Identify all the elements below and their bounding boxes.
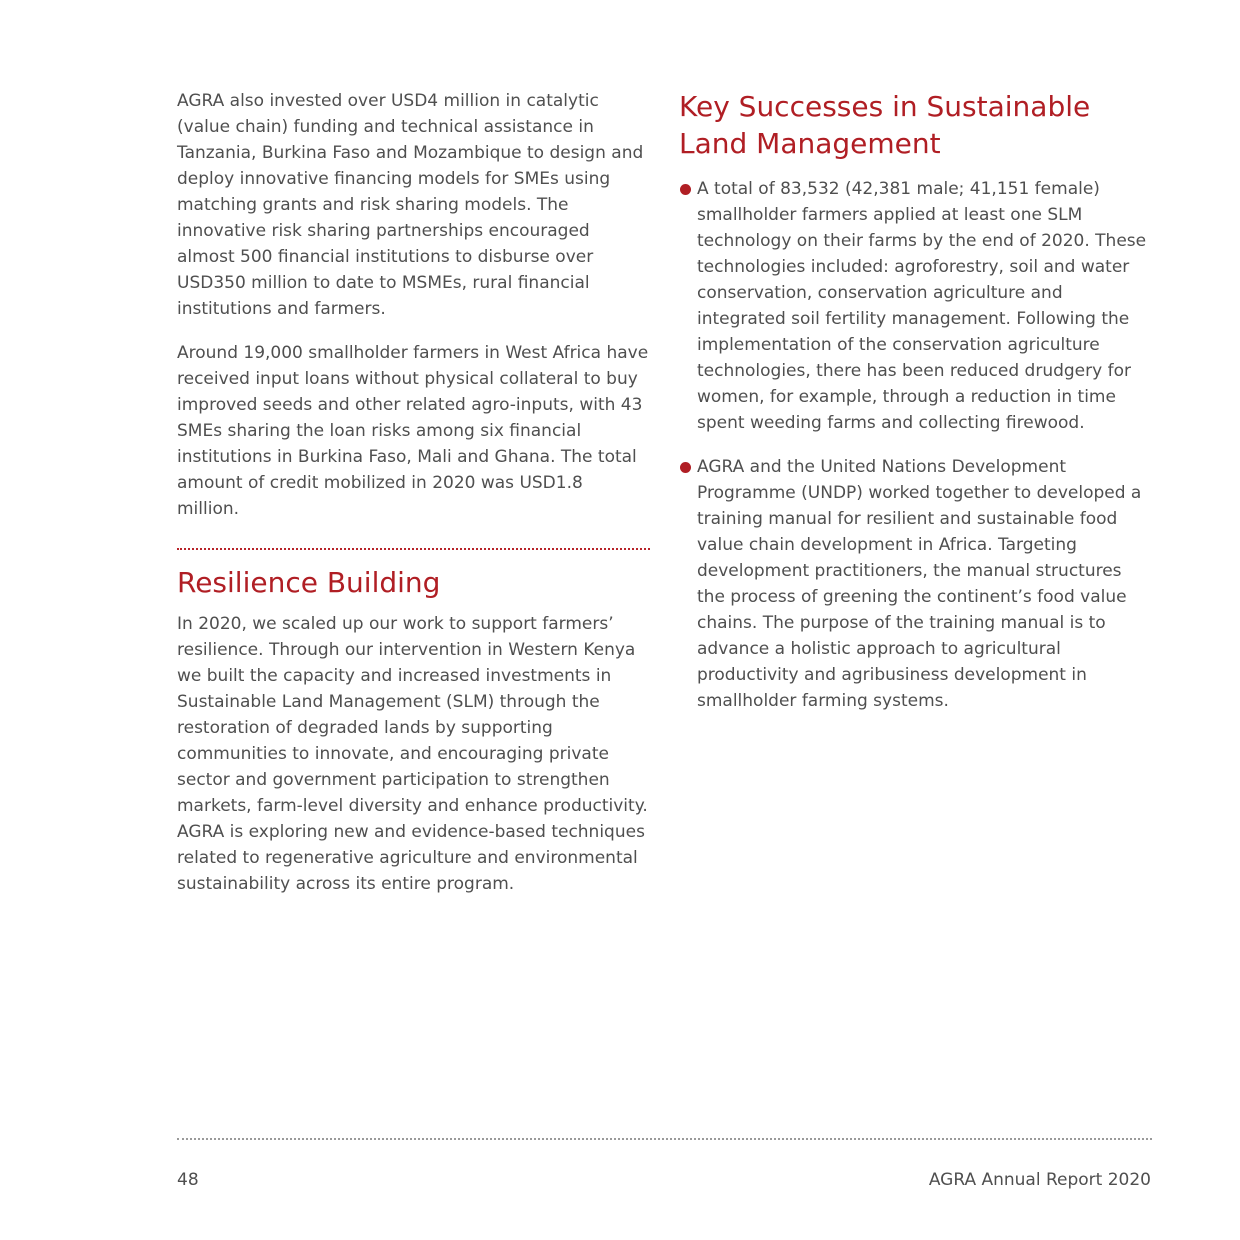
catalytic-funding-paragraph: AGRA also invested over USD4 million in catalytic (value chain) funding and technical assistance in Tanzania, Burkina Faso and Mozambique to design and deploy innovative financing models for SMEs using matching grants and risk sharing models. The innovative risk sharing partnerships encouraged almost 500 financial institutions to disburse over USD350 million to date to MSMEs, rural financial institutions and farmers.: [177, 91, 644, 319]
list-item-text: A total of 83,532 (42,381 male; 41,151 female) smallholder farmers applied at least one SLM technology on their farms by the end of 2020. These technologies included: agroforestry, soil and water conservation, conservation agriculture and integrated soil fertility management. Following the implementation of the conservation agriculture technologies, there has been reduced drudgery for women, for example, through a reduction in time spent weeding farms and collecting firewood.: [697, 179, 1147, 433]
list-item: [679, 176, 1151, 436]
page-number: 48: [177, 1170, 199, 1190]
report-title: AGRA Annual Report 2020: [928, 1170, 1151, 1190]
list-item-text: AGRA and the United Nations Development Programme (UNDP) worked together to developed a training manual for resilient and sustainable food value chain development in Africa. Targeting development practitioners, the manual structures the process of greening the continent’s food value chains. The purpose of the training manual is to advance a holistic approach to agricultural productivity and agribusiness development in smallholder farming systems.: [697, 457, 1142, 711]
bullet-icon: [680, 462, 691, 473]
left-column: [177, 88, 650, 897]
bullet-icon: [680, 184, 691, 195]
resilience-building-paragraph: In 2020, we scaled up our work to support farmers’ resilience. Through our intervention in Western Kenya we built the capacity and increased investments in Sustainable Land Management (SLM) through the restoration of degraded lands by supporting communities to innovate, and encouraging private sector and government participation to strengthen markets, farm-level diversity and enhance productivity. AGRA is exploring new and evidence-based techniques related to regenerative agriculture and environmental sustainability across its entire program.: [177, 614, 648, 894]
right-column: [679, 88, 1151, 714]
input-loans-paragraph: Around 19,000 smallholder farmers in West Africa have received input loans without physical collateral to buy improved seeds and other related agro-inputs, with 43 SMEs sharing the loan risks among six financial institutions in Burkina Faso, Mali and Ghana. The total amount of credit mobilized in 2020 was USD1.8 million.: [177, 343, 649, 519]
key-successes-list: [679, 176, 1151, 714]
key-successes-heading: Key Successes in Sustainable Land Management: [679, 90, 1091, 160]
footer-divider: [177, 1138, 1152, 1140]
resilience-building-heading: Resilience Building: [177, 566, 441, 599]
section-divider: [177, 548, 650, 550]
list-item: [679, 454, 1151, 714]
